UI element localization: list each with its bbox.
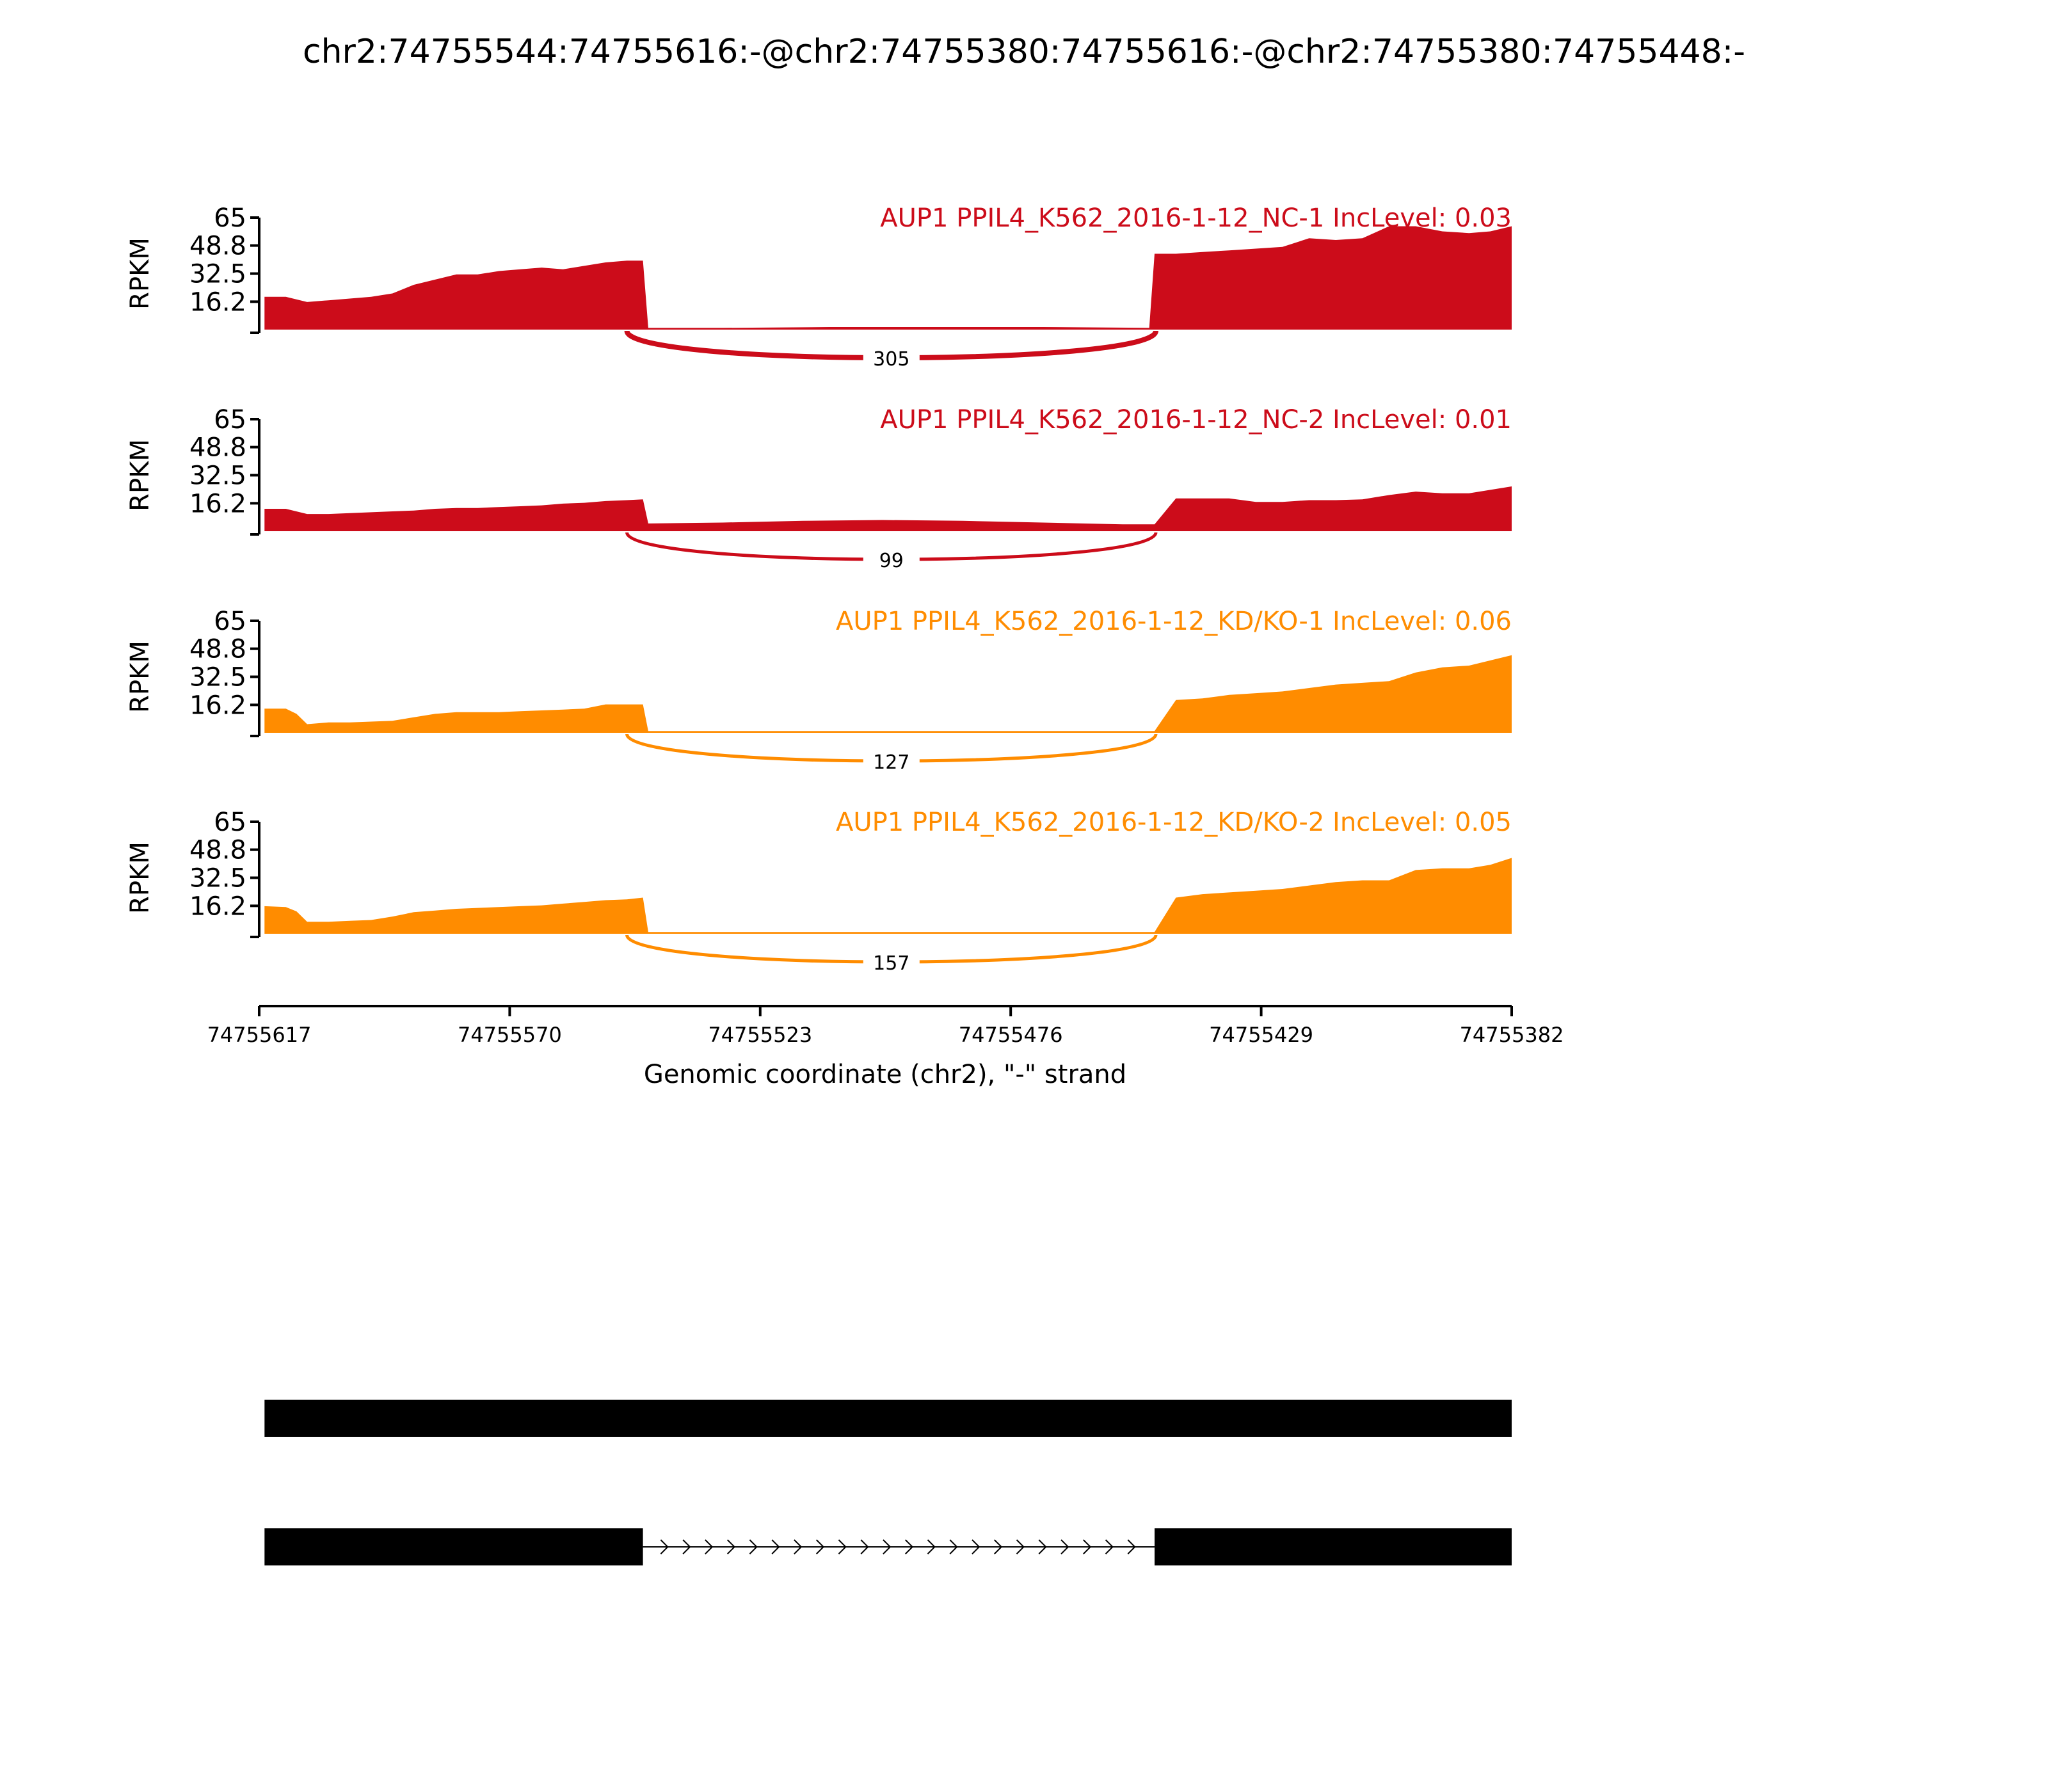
x-tick-label: 74755476 <box>958 1023 1063 1047</box>
y-tick-label: 48.8 <box>189 835 246 865</box>
y-axis-label: RPKM <box>125 842 155 914</box>
y-tick-label: 32.5 <box>189 461 246 491</box>
panel-label: AUP1 PPIL4_K562_2016-1-12_NC-2 IncLevel: 0.01 <box>880 405 1512 435</box>
exon-block <box>264 1400 1512 1437</box>
y-tick-label: 16.2 <box>189 287 246 317</box>
y-tick-label: 16.2 <box>189 691 246 721</box>
panel-label: AUP1 PPIL4_K562_2016-1-12_NC-1 IncLevel: 0.03 <box>880 204 1512 233</box>
junction-count-label: 305 <box>873 348 910 371</box>
y-tick-label: 48.8 <box>189 231 246 261</box>
x-tick-label: 74755570 <box>457 1023 562 1047</box>
coverage-area <box>264 655 1512 733</box>
x-axis <box>207 1006 1564 1089</box>
x-tick-label: 74755429 <box>1209 1023 1314 1047</box>
panel-label: AUP1 PPIL4_K562_2016-1-12_KD/KO-2 IncLevel: 0.05 <box>835 808 1512 837</box>
gene-model <box>264 1528 1512 1565</box>
x-tick-label: 74755382 <box>1459 1023 1564 1047</box>
y-tick-label: 48.8 <box>189 433 246 463</box>
coverage-panel <box>125 405 1512 572</box>
coverage-area <box>264 227 1512 330</box>
x-tick-label: 74755523 <box>708 1023 813 1047</box>
y-tick-label: 16.2 <box>189 892 246 922</box>
coverage-area <box>264 858 1512 934</box>
y-tick-label: 65 <box>214 405 246 435</box>
junction-count-label: 99 <box>879 550 904 572</box>
exon-block <box>264 1528 643 1565</box>
y-tick-label: 32.5 <box>189 259 246 289</box>
y-tick-label: 16.2 <box>189 489 246 519</box>
panel-label: AUP1 PPIL4_K562_2016-1-12_KD/KO-1 IncLevel: 0.06 <box>835 607 1512 636</box>
junction-count-label: 157 <box>873 952 910 975</box>
coverage-panel <box>125 607 1512 774</box>
coverage-panels <box>125 204 1512 975</box>
x-tick-label: 74755617 <box>207 1023 312 1047</box>
x-axis-label: Genomic coordinate (chr2), "-" strand <box>643 1060 1127 1089</box>
y-tick-label: 65 <box>214 808 246 837</box>
y-tick-label: 65 <box>214 607 246 636</box>
coverage-panel <box>125 204 1512 371</box>
exon-block <box>1155 1528 1512 1565</box>
chart-title: chr2:74755544:74755616:-@chr2:74755380:74755616:-@chr2:74755380:74755448:- <box>302 33 1746 71</box>
gene-model-track <box>264 1400 1512 1565</box>
y-axis-label: RPKM <box>125 439 155 511</box>
junction-count-label: 127 <box>873 751 910 774</box>
y-tick-label: 65 <box>214 204 246 233</box>
y-axis-label: RPKM <box>125 641 155 713</box>
coverage-area <box>264 486 1512 531</box>
y-tick-label: 32.5 <box>189 863 246 893</box>
coverage-panel <box>125 808 1512 975</box>
gene-model <box>264 1400 1512 1437</box>
y-tick-label: 32.5 <box>189 662 246 692</box>
y-axis-label: RPKM <box>125 237 155 310</box>
y-tick-label: 48.8 <box>189 634 246 664</box>
